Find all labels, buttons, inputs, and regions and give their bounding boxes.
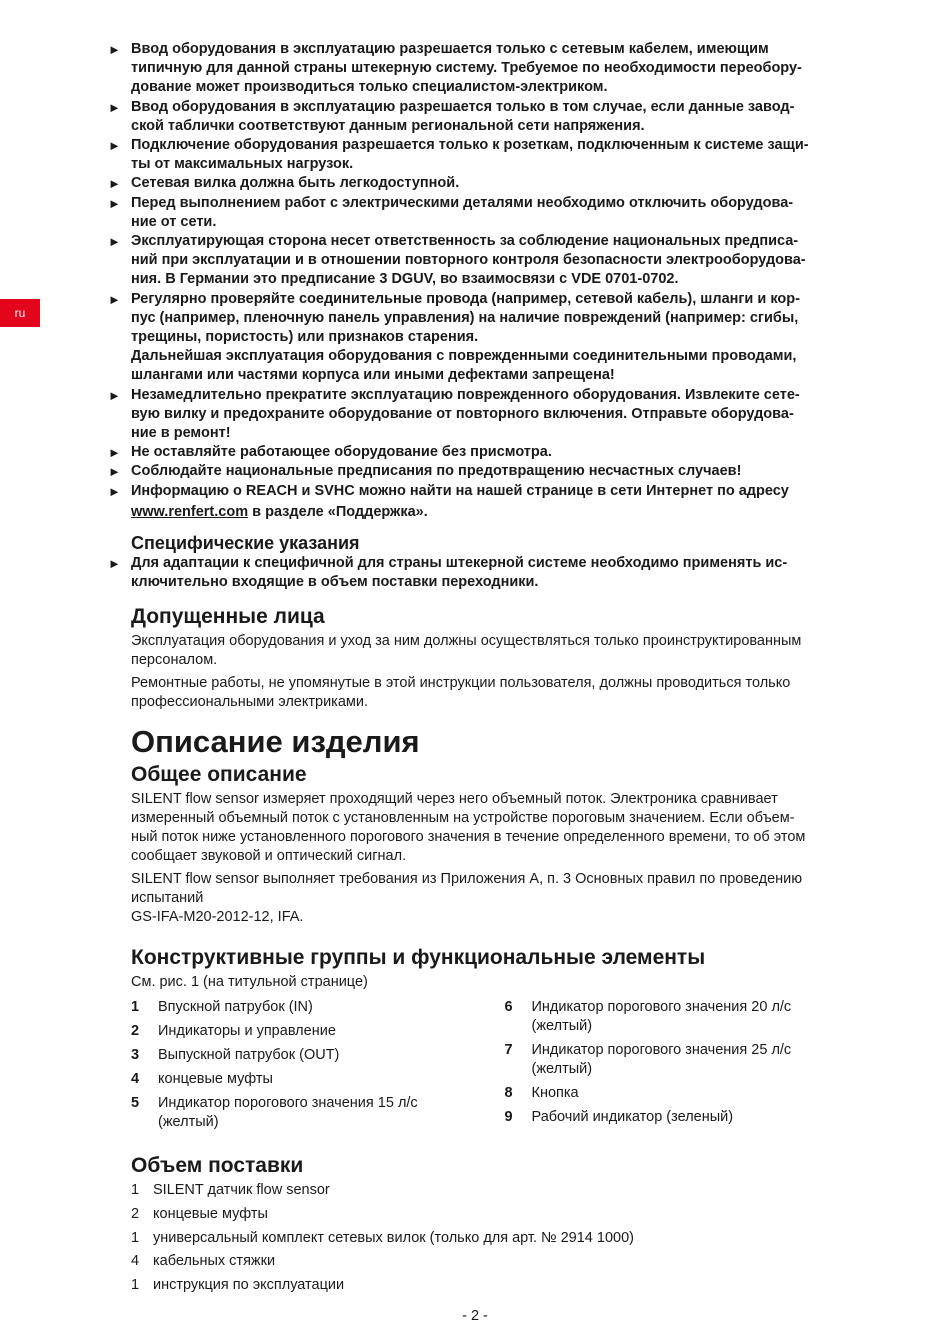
- bullet-line: шлангами или частями корпуса или иными дефектами запрещена!: [131, 367, 615, 384]
- component-number: 8: [504, 1085, 513, 1102]
- component-number: 5: [131, 1095, 140, 1112]
- delivery-quantity: 2: [131, 1206, 140, 1223]
- persons-paragraph-1: [131, 632, 878, 670]
- specific-bullet: [108, 554, 878, 592]
- safety-bullet: [108, 232, 878, 290]
- bullet-arrow-icon: ►: [108, 445, 121, 461]
- bullet-arrow-icon: ►: [108, 138, 121, 154]
- safety-bullet-list: [108, 40, 878, 482]
- safety-bullet: [108, 40, 878, 98]
- bullet-arrow-icon: ►: [108, 464, 121, 480]
- delivery-item: [131, 1252, 878, 1271]
- component-item: [505, 1041, 879, 1079]
- component-label: Индикатор порогового значения 25 л/с (желтый): [531, 1042, 792, 1078]
- product-title: Описание изделия: [131, 724, 420, 760]
- bullet-line: дование может производиться только специалистом-электриком.: [131, 79, 608, 96]
- reach-after-link: в разделе «Поддержка».: [248, 503, 428, 520]
- component-item: [131, 1046, 505, 1065]
- bullet-arrow-icon: ►: [108, 556, 121, 572]
- delivery-quantity: 1: [131, 1182, 140, 1199]
- components-heading: Конструктивные группы и функциональные элементы: [131, 946, 706, 970]
- bullet-line: типичную для данной страны штекерную систему. Требуемое по необходимости переобору-: [131, 60, 802, 77]
- bullet-line: пус (например, пленочную панель управления) на наличие повреждений (например: сгибы,: [131, 309, 799, 326]
- component-number: 9: [504, 1109, 513, 1126]
- paragraph-line: Ремонтные работы, не упомянутые в этой инструкции пользователя, должны проводиться только: [131, 675, 791, 692]
- component-number: 1: [131, 999, 140, 1016]
- component-number: 3: [131, 1047, 140, 1064]
- safety-bullet: [108, 98, 878, 136]
- bullet-line: ключительно входящие в объем поставки переходники.: [131, 574, 539, 591]
- page-number: - 2 -: [462, 1308, 488, 1324]
- delivery-item: [131, 1181, 878, 1200]
- component-item: [131, 998, 505, 1017]
- bullet-line: трещины, пористость) или признаков старения.: [131, 329, 479, 346]
- component-label: Индикаторы и управление: [158, 1023, 336, 1040]
- safety-bullet: [108, 290, 878, 386]
- bullet-arrow-icon: ►: [108, 195, 121, 211]
- delivery-quantity: 4: [131, 1253, 140, 1270]
- renfert-link[interactable]: www.renfert.com: [131, 503, 249, 520]
- see-figure-note: См. рис. 1 (на титульной странице): [131, 974, 368, 991]
- component-number: 2: [131, 1023, 140, 1040]
- bullet-line: Регулярно проверяйте соединительные провода (например, сетевой кабель), шланги и кор-: [131, 290, 800, 307]
- delivery-quantity: 1: [131, 1276, 140, 1293]
- persons-paragraph-2: [131, 674, 878, 712]
- delivery-label: концевые муфты: [153, 1206, 268, 1223]
- bullet-arrow-icon: ►: [108, 291, 121, 307]
- components-left-column: [131, 998, 505, 1137]
- bullet-line: Ввод оборудования в эксплуатацию разрешается только в том случае, если данные завод-: [131, 98, 795, 115]
- safety-bullet: [108, 174, 878, 193]
- component-number: 6: [504, 999, 513, 1016]
- component-number: 4: [131, 1071, 140, 1088]
- bullet-line: ний при эксплуатации и в отношении повторного контроля безопасности электрооборудова-: [131, 252, 806, 269]
- delivery-label: SILENT датчик flow sensor: [153, 1182, 330, 1199]
- bullet-arrow-icon: ►: [108, 42, 121, 57]
- safety-bullet: [108, 462, 878, 481]
- delivery-label: кабельных стяжки: [153, 1253, 276, 1270]
- paragraph-line: сообщает звуковой и оптический сигнал.: [131, 848, 407, 865]
- component-label: Выпускной патрубок (OUT): [158, 1047, 340, 1064]
- component-item: [131, 1094, 505, 1132]
- component-label: Индикатор порогового значения 15 л/с (желтый): [158, 1095, 418, 1131]
- components-right-column: [505, 998, 879, 1137]
- bullet-line: Для адаптации к специфичной для страны штекерной системе необходимо применять ис-: [131, 555, 788, 572]
- safety-bullet: [108, 194, 878, 232]
- delivery-label: универсальный комплект сетевых вилок (только для арт. № 2914 1000): [153, 1229, 634, 1246]
- persons-heading: Допущенные лица: [131, 605, 325, 629]
- component-label: Кнопка: [531, 1085, 579, 1102]
- component-item: [505, 1084, 879, 1103]
- component-number: 7: [504, 1042, 513, 1059]
- reach-line: Информацию о REACH и SVHC можно найти на нашей странице в сети Интернет по адресу: [131, 482, 789, 499]
- bullet-line: ты от максимальных нагрузок.: [131, 156, 354, 173]
- bullet-line: Перед выполнением работ с электрическими деталями необходимо отключить оборудова-: [131, 194, 794, 211]
- paragraph-line: SILENT flow sensor выполняет требования из Приложения A, п. 3 Основных правил по проведению: [131, 871, 803, 888]
- bullet-line: ние от сети.: [131, 213, 217, 230]
- safety-bullet: [108, 136, 878, 174]
- delivery-heading: Объем поставки: [131, 1154, 304, 1178]
- paragraph-line: GS-IFA-M20-2012-12, IFA.: [131, 909, 304, 926]
- bullet-line: Сетевая вилка должна быть легкодоступной.: [131, 175, 460, 192]
- bullet-line: Дальнейшая эксплуатация оборудования с поврежденными соединительными проводами,: [131, 348, 797, 365]
- bullet-line: Соблюдайте национальные предписания по предотвращению несчастных случаев!: [131, 463, 742, 480]
- delivery-list: [131, 1181, 878, 1294]
- bullet-line: ской таблички соответствуют данным региональной сети напряжения.: [131, 117, 645, 134]
- paragraph-line: испытаний: [131, 890, 204, 907]
- bullet-arrow-icon: ►: [108, 483, 121, 499]
- bullet-arrow-icon: ►: [108, 387, 121, 403]
- page-content: [108, 40, 878, 1299]
- safety-bullet: [108, 386, 878, 444]
- paragraph-line: ный поток ниже установленного порогового значения в течение определенного времени, то об этом: [131, 829, 806, 846]
- component-item: [131, 1022, 505, 1041]
- general-heading: Общее описание: [131, 763, 307, 787]
- bullet-line: Незамедлительно прекратите эксплуатацию поврежденного оборудования. Извлеките сете-: [131, 386, 800, 403]
- delivery-label: инструкция по эксплуатации: [153, 1276, 345, 1293]
- language-tab: ru: [0, 299, 40, 327]
- component-item: [131, 1070, 505, 1089]
- bullet-arrow-icon: ►: [108, 99, 121, 115]
- specific-heading: Специфические указания: [131, 533, 360, 554]
- paragraph-line: Эксплуатация оборудования и уход за ним должны осуществляться только проинструктированным: [131, 633, 802, 650]
- components-list: [131, 998, 878, 1137]
- safety-bullet: [108, 443, 878, 462]
- component-label: Впускной патрубок (IN): [158, 999, 313, 1016]
- bullet-line: вую вилку и предохраните оборудование от повторного включения. Отправьте оборудова-: [131, 405, 794, 422]
- component-label: Рабочий индикатор (зеленый): [531, 1109, 734, 1126]
- bullet-arrow-icon: ►: [108, 176, 121, 192]
- bullet-line: Не оставляйте работающее оборудование без присмотра.: [131, 444, 552, 461]
- bullet-line: Эксплуатирующая сторона несет ответственность за соблюдение национальных предписа-: [131, 233, 799, 250]
- paragraph-line: SILENT flow sensor измеряет проходящий через него объемный поток. Электроника сравнивает: [131, 791, 778, 808]
- general-paragraph-1: [131, 790, 878, 866]
- reach-bullet: [108, 482, 878, 522]
- paragraph-line: профессиональными электриками.: [131, 694, 368, 711]
- component-item: [505, 998, 879, 1036]
- component-item: [505, 1108, 879, 1127]
- bullet-line: ния. В Германии это предписание 3 DGUV, во взаимосвязи с VDE 0701-0702.: [131, 271, 679, 288]
- general-paragraph-2: [131, 870, 878, 927]
- paragraph-line: персоналом.: [131, 652, 218, 669]
- delivery-item: [131, 1276, 878, 1295]
- bullet-line: ние в ремонт!: [131, 425, 231, 442]
- bullet-line: Подключение оборудования разрешается только к розеткам, подключенным к системе защи-: [131, 137, 809, 154]
- component-label: концевые муфты: [158, 1071, 273, 1088]
- delivery-item: [131, 1229, 878, 1248]
- component-label: Индикатор порогового значения 20 л/с (желтый): [531, 999, 792, 1035]
- delivery-quantity: 1: [131, 1229, 140, 1246]
- bullet-line: Ввод оборудования в эксплуатацию разрешается только с сетевым кабелем, имеющим: [131, 41, 769, 57]
- delivery-item: [131, 1205, 878, 1224]
- paragraph-line: измеренный объемный поток с установленным на устройстве пороговым значением. Если объем-: [131, 810, 795, 827]
- bullet-arrow-icon: ►: [108, 234, 121, 250]
